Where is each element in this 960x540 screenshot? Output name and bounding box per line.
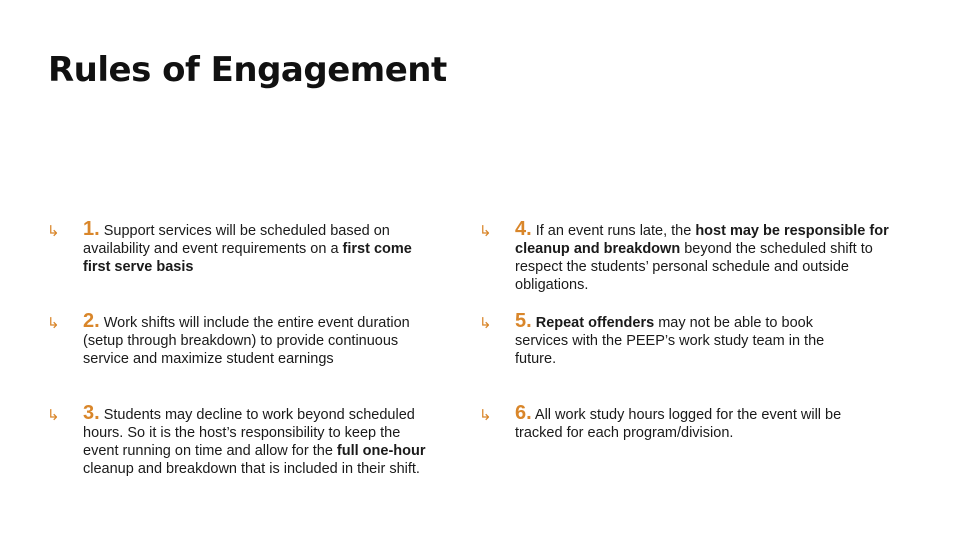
return-arrow-icon: ↳ xyxy=(47,407,60,424)
slide-title: Rules of Engagement xyxy=(48,50,447,90)
rule-text: If an event runs late, the xyxy=(531,223,696,239)
rule-text: All work study hours logged for the event will be tracked for each program/division. xyxy=(515,407,842,441)
rule-number: 3. xyxy=(83,402,100,424)
rule-emphasis: full one-hour xyxy=(336,443,426,459)
rule-number: 2. xyxy=(83,310,100,332)
rule-text: Work shifts will include the entire event duration (setup through breakdown) to provide continuous service and maximize student earnings xyxy=(83,315,410,367)
rule-number: 4. xyxy=(515,218,532,240)
rule-number: 1. xyxy=(83,218,100,240)
rule-text: Students may decline to work beyond scheduled hours. So it is the host’s responsibility to keep the event running on time and allow for the xyxy=(83,407,415,459)
rule-4 xyxy=(479,218,895,294)
return-arrow-icon: ↳ xyxy=(479,223,492,240)
rule-number: 5. xyxy=(515,310,532,332)
rule-2 xyxy=(47,310,443,368)
rule-number: 6. xyxy=(515,402,532,424)
rule-emphasis: first come first serve basis xyxy=(83,241,412,275)
rule-6 xyxy=(479,402,860,442)
rule-emphasis: host may be responsible for cleanup and breakdown xyxy=(515,223,889,257)
rule-emphasis: Repeat offenders xyxy=(535,315,655,331)
return-arrow-icon: ↳ xyxy=(479,407,492,424)
rule-text: may not be able to book services with the PEEP’s work study team in the future. xyxy=(515,315,825,367)
return-arrow-icon: ↳ xyxy=(47,315,60,332)
rule-text: Support services will be scheduled based on availability and event requirements on a xyxy=(83,223,390,257)
rule-text: beyond the scheduled shift to respect the students’ personal schedule and outside obligations. xyxy=(515,241,873,293)
rule-5 xyxy=(479,310,865,368)
rule-3 xyxy=(47,402,433,478)
rule-1 xyxy=(47,218,443,276)
return-arrow-icon: ↳ xyxy=(479,315,492,332)
return-arrow-icon: ↳ xyxy=(47,223,60,240)
rule-text: cleanup and breakdown that is included in their shift. xyxy=(83,461,420,477)
